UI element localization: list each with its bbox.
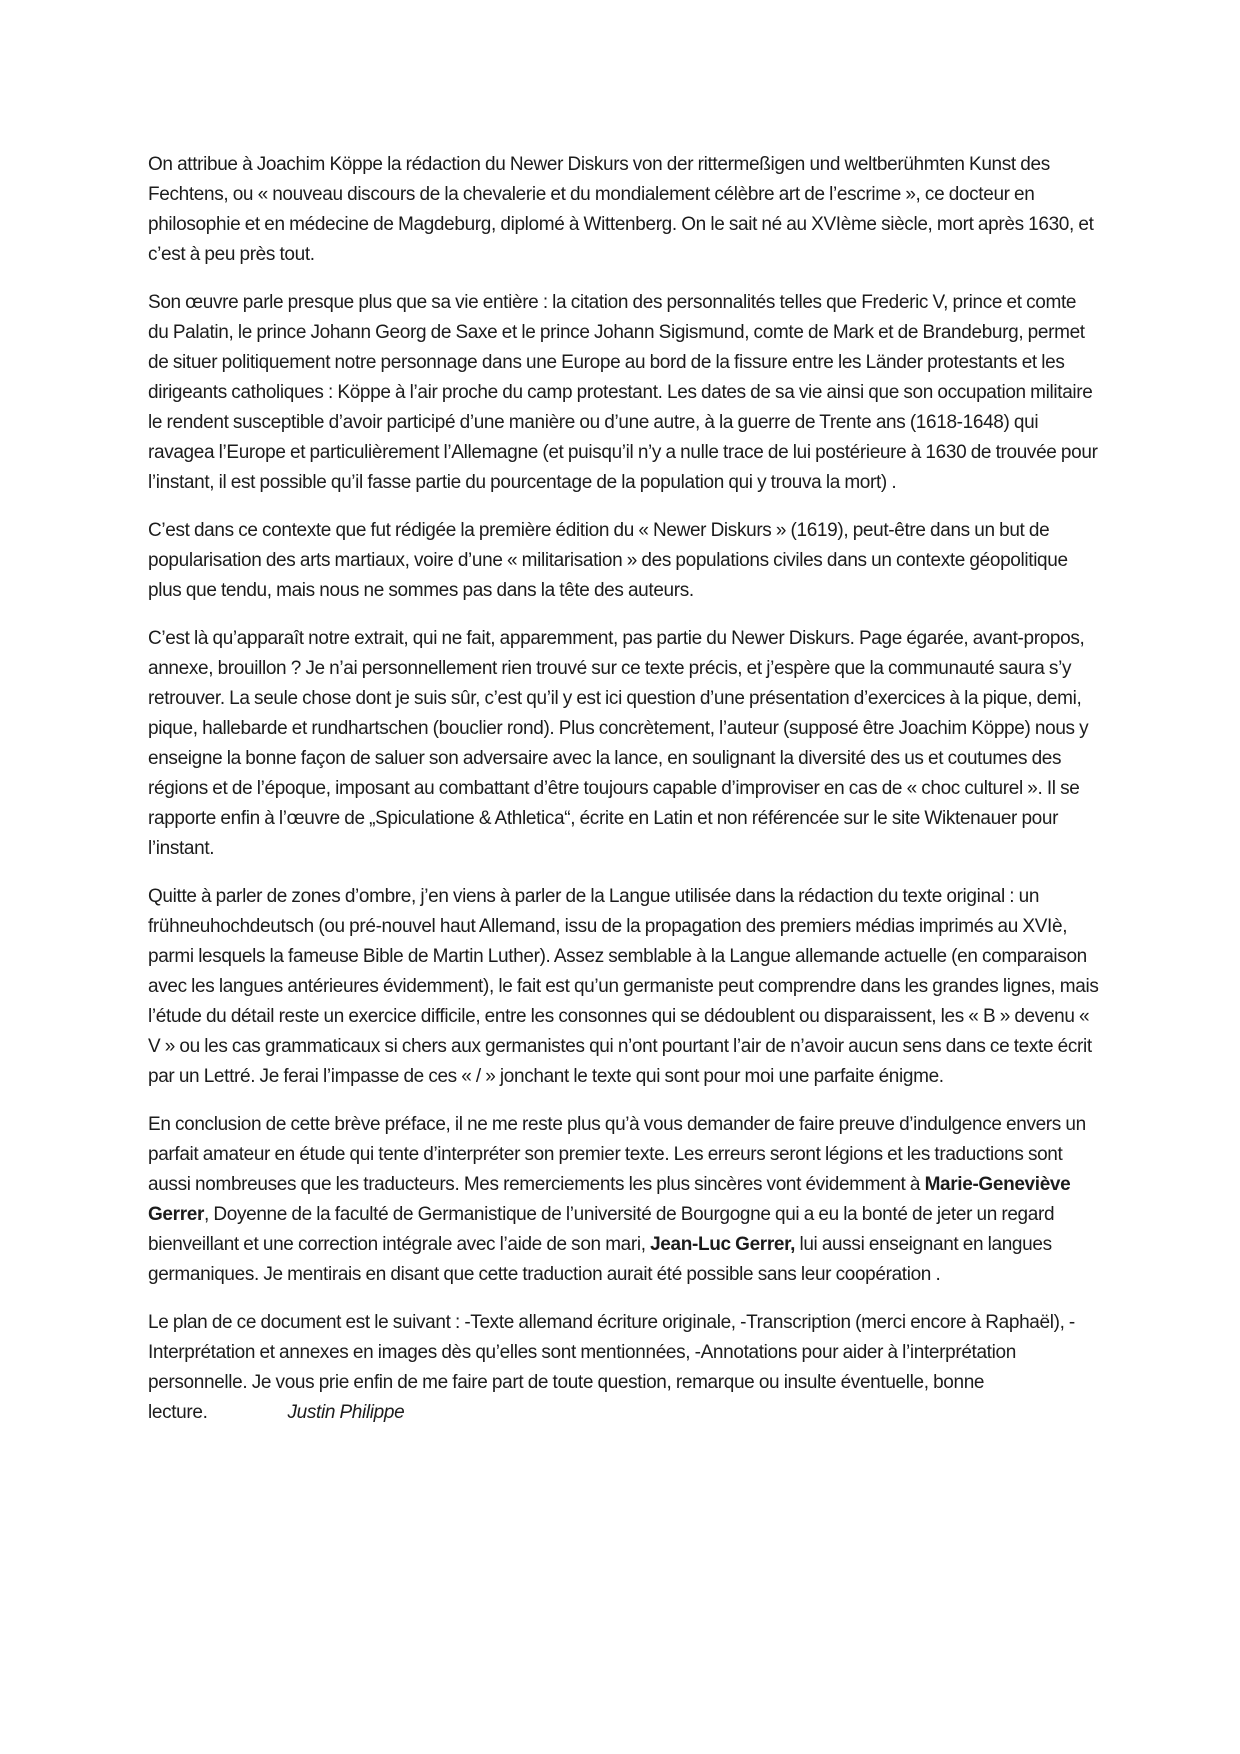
- paragraph-1-text: On attribue à Joachim Köppe la rédaction du Newer Diskurs von der rittermeßigen und weltberühmten Kunst des Fechtens, ou « nouveau discours de la chevalerie et du mondialement célèbre art de l’escrime », ce docteur en philosophie et en médecine de Magdeburg, diplomé à Wittenberg. On le sait né au XVIème siècle, mort après 1630, et c’est à peu près tout.: [148, 154, 1094, 265]
- paragraph-6-text-middle: , Doyenne de la faculté de Germanistique de l’université de Bourgogne qui a eu la bonté de jeter un regard bienveillant et une correction intégrale avec l’aide de son mari,: [148, 1204, 1055, 1255]
- paragraph-4-text: C’est là qu’apparaît notre extrait, qui ne fait, apparemment, pas partie du Newer Diskurs. Page égarée, avant-propos, annexe, brouillon ? Je n’ai personnellement rien trouvé sur ce texte précis, et j’espère que la communauté saura s’y retrouver. La seule chose dont je suis sûr, c’est qu’il y est ici question d’une présentation d’exercices à la pique, demi, pique, hallebarde et rundhartschen (bouclier rond). Plus concrètement, l’auteur (supposé être Joachim Köppe) nous y enseigne la bonne façon de saluer son adversaire avec la lance, en soulignant la diversité des us et coutumes des régions et de l’époque, imposant au combattant d’être toujours capable d’improviser en cas de « choc culturel ». Il se rapporte enfin à l’œuvre de „Spiculatione & Athletica“, écrite en Latin et non référencée sur le site Wiktenauer pour l’instant.: [148, 628, 1089, 859]
- paragraph-5: [148, 882, 1100, 1092]
- name-jean-luc-gerrer: Jean-Luc Gerrer,: [650, 1234, 796, 1255]
- paragraph-4: [148, 624, 1100, 864]
- paragraph-6: [148, 1110, 1100, 1290]
- paragraph-2-text: Son œuvre parle presque plus que sa vie entière : la citation des personnalités telles que Frederic V, prince et comte du Palatin, le prince Johann Georg de Saxe et le prince Johann Sigismund, comte de Mark et de Brandeburg, permet de situer politiquement notre personnage dans une Europe au bord de la fissure entre les Länder protestants et les dirigeants catholiques : Köppe à l’air proche du camp protestant. Les dates de sa vie ainsi que son occupation militaire le rendent susceptible d’avoir participé d’une manière ou d’une autre, à la guerre de Trente ans (1618-1648) qui ravagea l’Europe et particulièrement l’Allemagne (et puisqu’il n’y a nulle trace de lui postérieure à 1630 de trouvée pour l’instant, il est possible qu’il fasse partie du pourcentage de la population qui y trouva la mort) .: [148, 292, 1098, 493]
- document-page: [148, 150, 1100, 1428]
- author-signature: Justin Philippe: [287, 1402, 405, 1423]
- paragraph-1: [148, 150, 1100, 270]
- paragraph-6-text-end: lui aussi enseignant en langues germaniques. Je mentirais en disant que cette traduction aurait été possible sans leur coopération .: [148, 1234, 1052, 1285]
- name-marie-genevieve-gerrer: Marie-Geneviève Gerrer: [148, 1174, 1071, 1225]
- paragraph-5-text: Quitte à parler de zones d’ombre, j’en viens à parler de la Langue utilisée dans la rédaction du texte original : un frühneuhochdeutsch (ou pré-nouvel haut Allemand, issu de la propagation des premiers médias imprimés au XVIè, parmi lesquels la fameuse Bible de Martin Luther). Assez semblable à la Langue allemande actuelle (en comparaison avec les langues antérieures évidemment), le fait est qu’un germaniste peut comprendre dans les grandes lignes, mais l’étude du détail reste un exercice difficile, entre les consonnes qui se dédoublent ou disparaissent, les « B » devenu « V » ou les cas grammaticaux si chers aux germanistes qui n’ont pourtant l’air de n’avoir aucun sens dans ce texte écrit par un Lettré. Je ferai l’impasse de ces « / » jonchant le texte qui sont pour moi une parfaite énigme.: [148, 886, 1099, 1087]
- paragraph-6-text-start: En conclusion de cette brève préface, il ne me reste plus qu’à vous demander de faire preuve d’indulgence envers un parfait amateur en étude qui tente d’interpréter son premier texte. Les erreurs seront légions et les traductions sont aussi nombreuses que les traducteurs. Mes remerciements les plus sincères vont évidemment à: [148, 1114, 1086, 1195]
- paragraph-3: [148, 516, 1100, 606]
- paragraph-7: [148, 1308, 1100, 1428]
- paragraph-7-text: Le plan de ce document est le suivant : -Texte allemand écriture originale, -Transcription (merci encore à Raphaël), -Interprétation et annexes en images dès qu’elles sont mentionnées, -Annotations pour aider à l’interprétation personnelle. Je vous prie enfin de me faire part de toute question, remarque ou insulte éventuelle, bonne lecture.: [148, 1312, 1075, 1423]
- paragraph-2: [148, 288, 1100, 498]
- paragraph-3-text: C’est dans ce contexte que fut rédigée la première édition du « Newer Diskurs » (1619), peut-être dans un but de popularisation des arts martiaux, voire d’une « militarisation » des populations civiles dans un contexte géopolitique plus que tendu, mais nous ne sommes pas dans la tête des auteurs.: [148, 520, 1068, 601]
